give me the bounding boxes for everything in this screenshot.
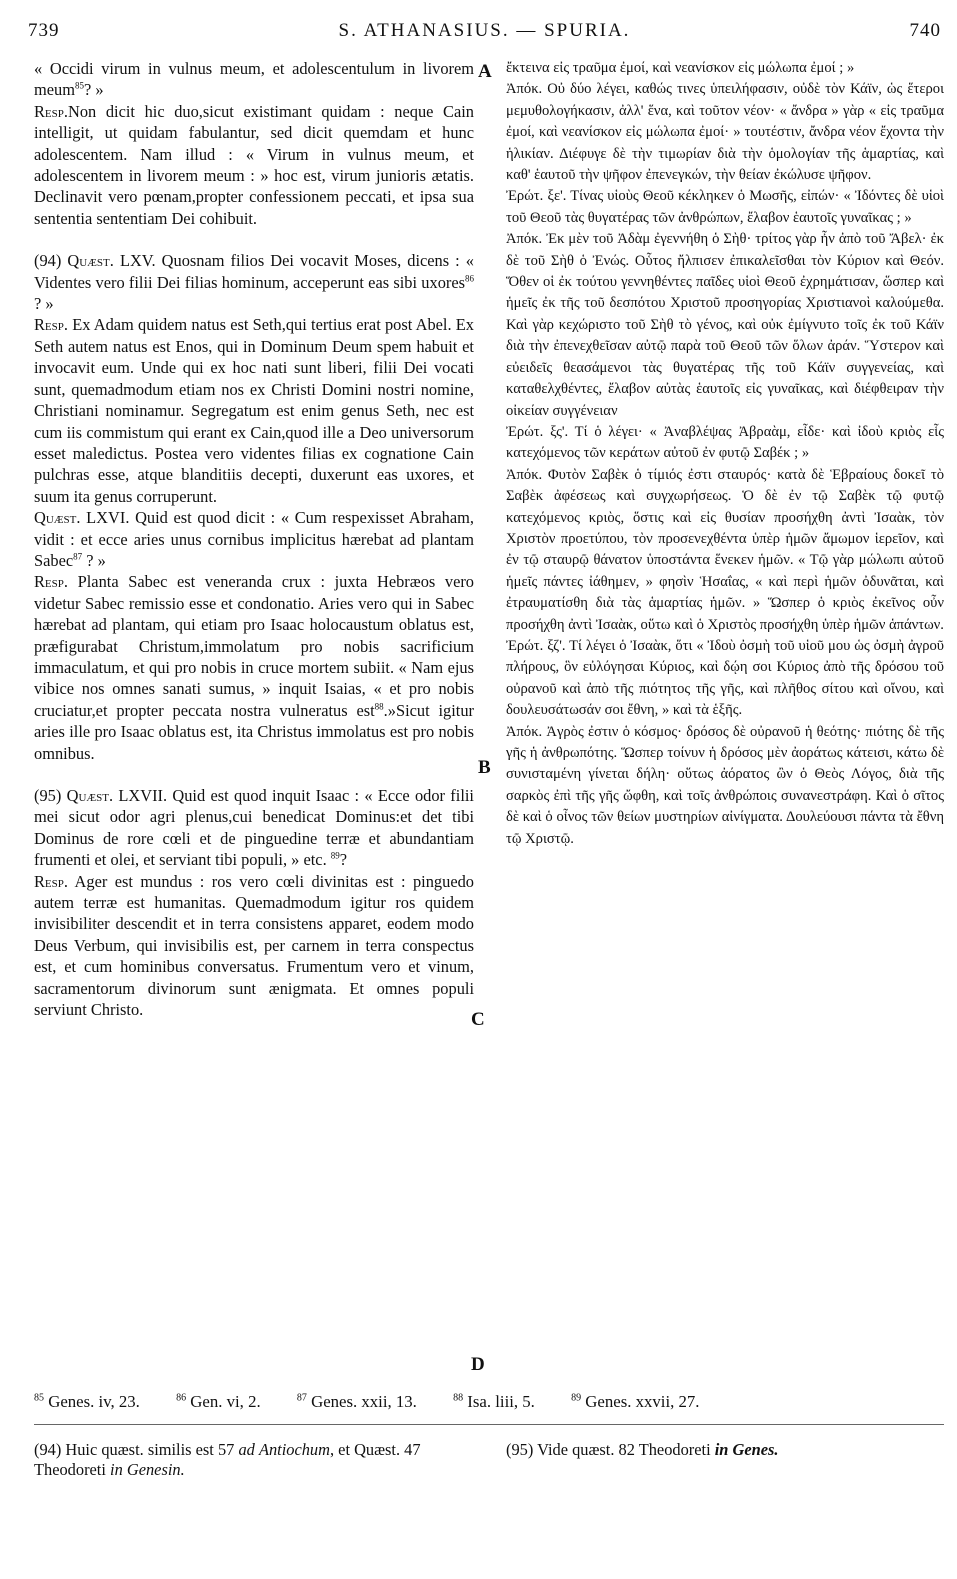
footnote-88: $^{88}$ Isa. liii, 5. [453,1392,535,1411]
footnote-86: $^{86}$ Gen. vi, 2. [176,1392,261,1411]
greek-question-66: Ἐρώτ. ξς'. Τί ὁ λέγει· « Ἀναβλέψας Ἀβραὰμ, εἶδε· καὶ ἰδοὺ κριὸς εἷς κατεχόμενος τῶν κεράτων αὐτοῦ ἐν φυτῷ Σαβέκ ; » [506,423,944,462]
editorial-note-94: (94) Huic quæst. similis est 57 ad Antiochum, et Quæst. 47 Theodoreti in Genesin. [34,1440,421,1479]
latin-question-66: Quæst. LXVI. Quid est quod dicit : « Cum respexisset Abraham, vidit : et ecce aries unus cornibus implicitus hærebat ad plantam Sabec$^{87}$ ? » [34,508,474,570]
greek-column [506,58,944,850]
margin-letter-d: D [471,1354,485,1375]
running-header [28,20,941,46]
resp-label: Resp. [34,572,68,592]
greek-answer-67: Ἀπόκ. Ἀγρὸς ἐστιν ὁ κόσμος· δρόσος δὲ οὐρανοῦ ἡ θεότης· πιότης δὲ τῆς γῆς ἡ ἀνθρωπότης. Ὥσπερ τοίνυν ἡ δρόσος μὲν ἀοράτως κάτεισι, κάτω δὲ συνισταμένη γίνεται δήλη· οὕτως ἀόρατος ὢν ὁ Θεὸς Λόγος, διὰ τῆς σαρκὸς ἐπὶ τῆς γῆς ὤφθη, καὶ τοῖς ἀνθρώποις συνανεστράφη. Καὶ ὁ σῖτος δὲ καὶ ὁ οἶνος τῶν θείων μυστηρίων αἰνίγματα. Δουλεύουσι πάντα τὰ ἔθνη τῷ Χριστῷ. [506,723,944,847]
latin-answer-66: Resp. Planta Sabec est veneranda crux : juxta Hebræos vero videtur Sabec remissio esse et condonatio. Aries vero qui in Sabec hærebat ad plantam, qui etiam pro Isaac holocaustum oblatus est, præfigurabat Christum,immolatum pro nobis sacrificium immaculatum, et qui pro nobis in cruce mortem subiit. « Nam ejus vibice nos omnes sanati sumus, » inquit Isaias, « et pro nobis cruciatur,et propter peccata nostra vulneratus est$^{88}$.»Sicut igitur aries ille pro Isaac oblatus est, ita Christus immolatus est pro nobis omnibus. [34,572,475,763]
page-number-left: 739 [28,20,60,41]
quaest-label: Quæst. [34,508,81,528]
running-title: S. ATHANASIUS. — SPURIA. [338,20,631,41]
latin-answer-65: Resp. Ex Adam quidem natus est Seth,qui tertius erat post Abel. Ex Seth autem natus est Enos, qui in Dominum Deum spem habuit et invocavit eum. Unde qui ex hoc nati sunt liberi, filii Dei vocati sunt, quemadmodum etiam nos ex Christi Domini nostri nomine, Christiani nominamur. Segregatum est enim genus Seth, nec est cum iis commistum qui erant ex Cain,quod ille a Deo universorum esset maledictus. Postea vero videntes filias ex cognatione Cain pulchras esse, atque blanditiis decepti, duxerunt eas uxores, et suum ita genus corruperunt. [34,315,474,506]
latin-question-65: (94) Quæst. LXV. Quosnam filios Dei vocavit Moses, dicens : « Videntes vero filii Dei filias hominum, acceperunt eas sibi uxores$^{86}$ ? » [34,251,474,314]
resp-label: Resp. [34,871,68,891]
greek-answer-66: Ἀπόκ. Φυτὸν Σαβὲκ ὁ τίμιός ἐστι σταυρός· κατὰ δὲ Ἑβραίους δοκεῖ τὸ Σαβὲκ ἀφέσεως καὶ συγχωρήσεως. Ὁ δὲ ἐν τῷ Σαβὲκ τῷ φυτῷ κατεχόμενος κριὸς, ὅστις καὶ εἰς θυσίαν προσήχθη ἀντὶ Ἰσαὰκ, τὸν Χριστὸν προετύπου, τὸν προσενεχθέντα ὑπὲρ ἡμῶν ἄμωμον ἱερεῖον, καὶ ἐν τῷ σταυρῷ θάνατον ὑποστάντα ἕνεκεν ἡμῶν. « Τῷ γὰρ μώλωπι αὐτοῦ ἡμεῖς πάντες ἰάθημεν, » φησὶν Ἡσαΐας, « καὶ περὶ ἡμῶν ὀδυνᾶται, καὶ ἐτραυματίσθη διὰ τὰς ἁμαρτίας ἡμῶν. » Ὥσπερ ὁ κριὸς ἐκεῖνος οὖν προσήχθη ἀντὶ Ἰσαὰκ, οὕτω καὶ ὁ Χριστὸς προσήχθη ὑπὲρ ἡμῶν ἁπάντων. [506,466,944,633]
greek-question-67: Ἐρώτ. ξζ'. Τί λέγει ὁ Ἰσαὰκ, ὅτι « Ἰδοὺ ὀσμὴ τοῦ υἱοῦ μου ὡς ὀσμὴ ἀγροῦ πλήρους, ὃν εὐλόγησαι Κύριος, καὶ δῴη σοι Κύριος ἀπὸ τῆς δρόσου τοῦ οὐρανοῦ καὶ ἀπὸ τῆς πιότητος τῆς γῆς, καὶ πλῆθος σίτου καὶ οἴνου, καὶ δουλευσάτωσάν σοι ἔθνη, » καὶ τὰ ἑξῆς. [506,637,944,719]
greek-paragraph-2: Ἀπόκ. Οὐ δύο λέγει, καθώς τινες ὑπειλήφασιν, οὐδὲ τὸν Κάϊν, ὡς ἕτεροι μεμυθολογήκασιν, ἀλλ' ἕνα, καὶ τοῦτον νέον· « ἄνδρα » γὰρ « εἰς τραῦμα ἐμοί, καὶ νεανίσκον εἰς μώλωπα ἐμοί· » τουτέστιν, ἄνδρα νέον ἔχοντα τὴν ἡλικίαν. Διέφυγε δὲ τὴν τιμωρίαν διὰ τὴν ὁμολογίαν τῆς ἁμαρτίας, καὶ καθ' ἑαυτοῦ τὴν ψῆφον ἐπενεγκών, τὴν θείαν ἐκώλυσε ψῆφον. [506,81,944,184]
footnote-ref-87: 87 [73,551,83,562]
footnote-89: $^{89}$ Genes. xxvii, 27. [571,1392,700,1411]
footnote-ref-85: 85 [74,80,84,91]
scripture-footnotes [34,1392,944,1412]
latin-column [34,58,474,1020]
page-number-right: 740 [909,20,941,41]
greek-answer-65: Ἀπόκ. Ἐκ μὲν τοῦ Ἀδὰμ ἐγεννήθη ὁ Σὴθ· τρίτος γὰρ ἦν ἀπὸ τοῦ Ἄβελ· ἐκ δὲ τοῦ Σὴθ ὁ Ἐνώς. Οὗτος ἤλπισεν ἐπικαλεῖσθαι τὸν Κύριον καὶ Θεόν. Ὅθεν οἱ ἐκ τούτου γεννηθέντες παῖδες υἱοὶ Θεοῦ ἐχρημάτισαν, ὥσπερ καὶ ἡμεῖς ἐκ τῆς τοῦ δεσπότου Χριστοῦ προσηγορίας Χριστιανοὶ καλούμεθα. Καὶ γὰρ κεχώριστο τοῦ Σὴθ τὸ γένος, καὶ οὐκ ἐμίγνυτο τοῖς ἐκ τοῦ Κάϊν διὰ τὴν ἐπενεχθεῖσαν αὐτῷ παρὰ τοῦ Θεοῦ τῶν ὅλων ἀράν. Ὕστερον καὶ εὐειδεῖς θεασάμενοι τὰς θυγατέρας τῆς τοῦ Κάϊν συγγενείας, καὶ καταθελχθέντες, ἔλαβον αὐτὰς ἑαυτοῖς εἰς γυναῖκας, καὶ διέφθειραν τὴν οἰκείαν συγγένειαν [506,231,944,419]
latin-paragraph-1: « Occidi virum in vulnus meum, et adolescentulum in livorem meum$^{85}$? » [34,59,474,100]
footnote-87: $^{87}$ Genes. xxii, 13. [296,1392,417,1411]
footnote-ref-89: 89 [330,850,340,861]
quaest-label: Quæst. [67,251,114,271]
latin-question-67: (95) Quæst. LXVII. Quid est quod inquit Isaac : « Ecce odor filii mei sicut odor agri plenus,cui benedicat Dominus:et det tibi Dominus de rore cœli et de pinguedine terræ et abundantiam frumenti et olei, et serviant tibi populi, » etc. $^{89}$? [34,786,474,870]
footnote-ref-86: 86 [465,273,474,284]
footnote-85: $^{85}$ Genes. iv, 23. [34,1392,140,1411]
margin-letter-a: A [478,61,492,82]
editorial-note-95: (95) Vide quæst. 82 Theodoreti in Genes. [506,1440,779,1459]
margin-letter-b: B [478,757,491,778]
greek-question-65: Ἐρώτ. ξε'. Τίνας υἱοὺς Θεοῦ κέκληκεν ὁ Μωσῆς, εἰπών· « Ἰδόντες δὲ υἱοὶ τοῦ Θεοῦ τὰς θυγατέρας τῶν ἀνθρώπων, ἔλαβον ἑαυτοῖς γυναῖκας ; » [506,188,944,226]
resp-label: Resp. [34,101,68,121]
greek-paragraph-1: ἔκτεινα εἰς τραῦμα ἐμοί, καὶ νεανίσκον εἰς μώλωπα ἐμοί ; » [506,60,855,76]
latin-paragraph-2: Resp.Non dicit hic duo,sicut existimant quidam : neque Cain intelligit, ut quidam fabulantur, sed dicit quemdam et hunc adolescentem. Nam illud : « Virum in vulnus meum, et adolescentem in livorem meum : » hoc est, virum junioris ætatis. Declinavit vero pœnam,propter confessionem peccati, et ipsa sua sententia sententiam Dei cohibuit. [34,101,474,228]
footnote-ref-88: 88 [374,701,384,712]
footnote-divider [34,1424,944,1425]
latin-answer-67: Resp. Ager est mundus : ros vero cœli divinitas est : pinguedo autem terræ est humanitas. Quemadmodum igitur ros quidem invisibiliter descendit et in terra consistens apparet, eodem modo Deus Verbum, qui invisibilis est, per carnem in terra conspectus est, et cum hominibus conversatus. Frumentum vero et vinum, sacramentorum divinorum sunt ænigmata. Et omnes populi serviunt Christo. [34,871,474,1020]
resp-label: Resp. [34,315,68,335]
margin-letter-c: C [471,1009,485,1030]
quaest-label: Quæst. [66,786,114,805]
